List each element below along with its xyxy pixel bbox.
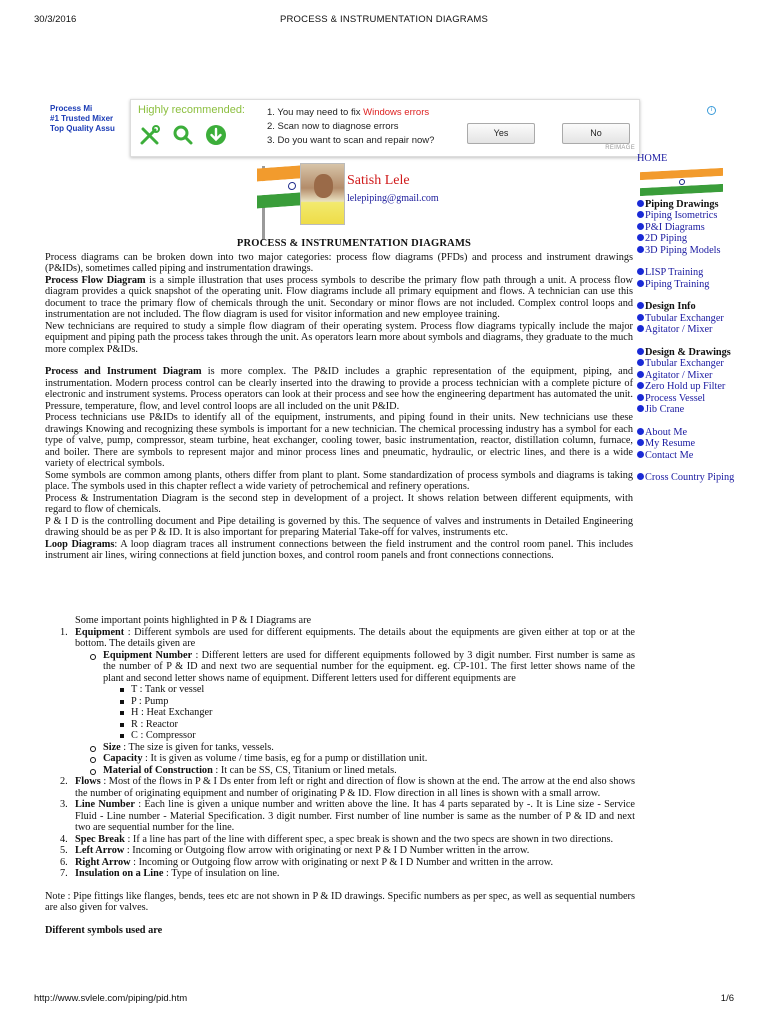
bullet-icon [637,246,644,253]
bullet-icon [637,280,644,287]
paragraph: Process & Instrumentation Diagram is the second step in development of a project. It shows relation between different equipments, with regard to flow of chemicals. [45,492,633,515]
sidebar-item-home[interactable]: HOME [637,153,668,164]
article-title: PROCESS & INSTRUMENTATION DIAGRAMS [236,238,472,249]
bullet-icon [637,211,644,218]
bullet-icon [637,428,644,435]
bullet-icon [637,405,644,412]
sidebar-item-tubular-exchanger-2[interactable]: Tubular Exchanger [645,358,724,369]
sidebar-item-agitator-mixer-2[interactable]: Agitator / Mixer [645,369,713,381]
sidebar-heading-piping-drawings: Piping Drawings [645,198,719,210]
ad-side-text[interactable] [50,104,130,134]
bullet-icon [637,382,644,389]
search-icon [172,124,194,146]
ad-popup [130,99,640,157]
bullet-icon [637,359,644,366]
sidebar-item-jib-crane[interactable]: Jib Crane [645,404,685,415]
bullet-icon [637,371,644,378]
author-photo [300,163,345,225]
list-item: Size : The size is given for tanks, vessels. [103,742,635,754]
print-url: http://www.svlele.com/piping/pid.htm [34,993,188,1004]
sidebar-item-cross-country-piping[interactable]: Cross Country Piping [645,472,735,483]
paragraph: Process diagrams can be broken down into two major categories: process flow diagrams (PFDs) and process and instrument drawings (P&IDs), sometimes called piping and instrumentation drawings. [45,251,633,274]
print-title: PROCESS & INSTRUMENTATION DIAGRAMS [279,14,489,25]
ad-yes-button[interactable]: Yes [467,123,535,144]
sidebar-nav [637,153,737,484]
bullet-icon [637,473,644,480]
bullet-icon [637,234,644,241]
sidebar-heading-design-info: Design Info [645,301,696,312]
list-item: R : Reactor [131,719,635,731]
points-intro: Some important points highlighted in P & I Diagrams are [75,615,312,626]
list-item: Material of Construction : It can be SS, CS, Titanium or lined metals. [103,765,635,777]
note-paragraph: Note : Pipe fittings like flanges, bends, tees etc are not shown in P & ID drawings. Specific numbers as per spec, as well as sequential numbers are also given for valves. [45,890,635,913]
sidebar-item-piping-isometrics[interactable]: Piping Isometrics [645,210,718,221]
list-item: Insulation on a Line : Type of insulation on line. [75,868,280,879]
print-footer [0,993,768,1007]
bullet-icon [637,302,644,309]
author-name: Satish Lele [347,173,410,188]
sidebar-heading-design-drawings: Design & Drawings [645,346,731,358]
ad-steps: 1. You may need to fix Windows errors 2. Scan now to diagnose errors 3. Do you want to scan and repair now? [267,107,435,146]
print-date: 30/3/2016 [34,14,77,25]
article [45,238,633,562]
ad-side-line: #1 Trusted Mixer [50,114,114,123]
sidebar-item-tubular-exchanger[interactable]: Tubular Exchanger [645,312,724,324]
sidebar-item-my-resume[interactable]: My Resume [645,438,696,449]
download-icon [205,124,227,146]
sidebar-item-contact-me[interactable]: Contact Me [645,449,694,461]
list-item: C : Compressor [131,730,635,742]
list-item: Equipment : Different symbols are used for different equipments. The details about the equipments are given either at top or at the bottom. The details given are Equipment Number : Different letters are used for different equipments followed by 3 digit number. First number is same as the number of P & ID and next two are sequential number for the equipment. eg. CP-101. The first letter shows name of the plant and second letter shows name of equipment. Different letters used for different equipments are T : Tank or vessel P : Pump H : Heat Exchanger R : Reactor C : Compressor Size : The size is given for tanks, vessels. Capacity : It is given as volume / time basis, eg for a pump or distillation unit. Material of Construction : It can be SS, CS, Titanium or lined metals. [75,626,635,776]
bullet-icon [637,325,644,332]
bullet-icon [637,314,644,321]
bullet-icon [637,223,644,230]
list-item: Capacity : It is given as volume / time basis, eg for a pump or distillation unit. [103,753,635,765]
sidebar-item-pid-diagrams[interactable]: P&I Diagrams [645,221,705,233]
list-item: Left Arrow : Incoming or Outgoing flow arrow with originating or next P & I D Number written in the arrow. [75,845,530,856]
bullet-icon [637,348,644,355]
list-item: Right Arrow : Incoming or Outgoing flow arrow with originating or next P & I D Number and written in the arrow. [75,856,554,868]
list-item: Equipment Number : Different letters are used for different equipments followed by 3 digit number. First number is same as the number of P & ID and next two are sequential number for the equipment. eg. CP-101. The first letter shows name of the plant and second letter shows name of equipment. Different letters used for different equipments are T : Tank or vessel P : Pump H : Heat Exchanger R : Reactor C : Compressor [103,649,635,741]
ad-no-button[interactable]: No [562,123,630,144]
list-item: H : Heat Exchanger [131,707,635,719]
points-list [75,627,635,880]
ad-side-line: Top Quality Assu [50,124,115,133]
bullet-icon [637,451,644,458]
sidebar-item-3d-piping[interactable]: 3D Piping Models [645,244,721,256]
sidebar-item-process-vessel[interactable]: Process Vessel [645,392,706,404]
paragraph: Loop Diagrams: A loop diagram traces all instrument connections between the field instrument and the control room panel. This includes instrument air lines, wiring connections at field junction boxes, and control room panels and front connections connections. [45,538,633,561]
symbols-heading: Different symbols used are [45,924,163,936]
ad-brand: REIMAGE [605,144,635,151]
sidebar-item-zero-hold-up-filter[interactable]: Zero Hold up Filter [645,381,726,392]
sidebar-item-piping-training[interactable]: Piping Training [645,278,710,290]
ad-recommended: Highly recommended: [138,104,245,116]
list-item: Line Number : Each line is given a unique number and written above the line. It has 4 parts separated by -. It is Line size - Service Fluid - Line number - Material Specification. 3 digit number. First number of line number is same as the number of P & ID and next two are sequential number for the line. [75,799,635,833]
print-page-number: 1/6 [720,993,734,1004]
pid-points-section [45,615,635,936]
paragraph: Some symbols are common among plants, others differ from plant to plant. Some standardization of process symbols and diagrams is taking place. The symbols used in this chapter reflect a wide variety of petrochemical and refinery operations. [45,469,633,492]
bullet-icon [637,200,644,207]
print-header [0,14,768,28]
sidebar-item-lisp-training[interactable]: LISP Training [645,267,704,278]
author-email[interactable]: lelepiping@gmail.com [347,193,439,204]
ad-highlight: Windows errors [363,107,430,118]
ad-info-icon[interactable]: i [707,106,716,115]
sidebar-item-about-me[interactable]: About Me [645,426,688,438]
list-item: T : Tank or vessel [131,684,635,696]
list-item: P : Pump [131,696,635,708]
list-item: Flows : Most of the flows in P & I Ds enter from left or right and direction of flow is shown at the end. The arrow at the end also shows the number of originating equipment and number of originating P & ID. Flow direction in all lines is shown with a small arrow. [75,776,635,799]
sidebar-item-2d-piping[interactable]: 2D Piping [645,233,688,244]
sidebar-item-agitator-mixer[interactable]: Agitator / Mixer [645,324,713,335]
paragraph: Process and Instrument Diagram is more complex. The P&ID includes a graphic representation of the equipment, piping, and instrumentation. Modern process control can be clearly inserted into the drawing to provide a process technician with a complete picture of electronic and instrument systems. Process operators can look at their process and see how the engineering department has automated the unit. Pressure, temperature, flow, and level control loops are all included on the unit P&ID. [45,366,633,412]
bullet-icon [637,439,644,446]
list-item: Spec Break : If a line has part of the line with different spec, a spec break is shown and the two specs are shown in two directions. [75,833,614,845]
tools-icon [139,124,161,146]
bullet-icon [637,268,644,275]
ad-side-line: Process Mi [50,104,93,113]
paragraph: Process technicians use P&IDs to identify all of the equipment, instruments, and piping found in their units. New technicians use these drawings Knowing and recognizing these symbols is important for a new technician. The chemical processing industry has a symbol for each type of valve, pump, compressor, steam turbine, heat exchanger, cooling tower, basic instrumentation, reactor, distillation column, furnace, and boiler. There are symbols to represent major and minor process lines and pneumatic, hydraulic, or electric lines, and there is a wide variety of electrical symbols. [45,412,633,469]
paragraph: New technicians are required to study a simple flow diagram of their operating system. Process flow diagrams typically include the major equipment and piping path the process takes through the unit. As operators learn more about symbols and diagrams, they graduate to the much more complex P&IDs. [45,320,633,355]
paragraph: Process Flow Diagram is a simple illustration that uses process symbols to describe the primary flow path through a unit. A process flow diagram provides a quick snapshot of the operating unit. Flow diagrams include all primary equipment and flows. A technician can use this document to trace the primary flow of chemicals through the unit. Secondary or minor flows are not included. Complex control loops and instrumentation are not included. The flow diagram is used for visitor information and new employee training. [45,274,633,320]
paragraph: P & I D is the controlling document and Pipe detailing is governed by this. The sequence of valves and instruments in Detailed Engineering drawing should be as per P & ID. It is also important for preparing Material Take-off for valves, instruments etc. [45,515,633,538]
bullet-icon [637,394,644,401]
